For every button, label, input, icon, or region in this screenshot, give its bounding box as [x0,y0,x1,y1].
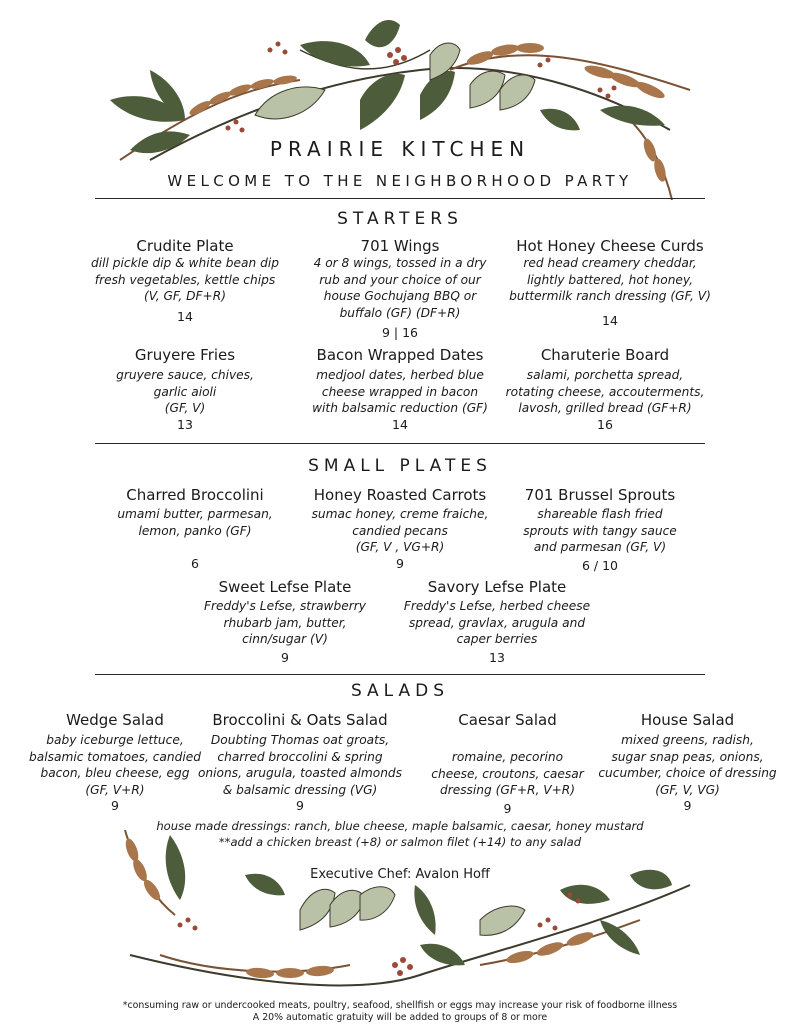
item-price: 9 [503,800,512,816]
item-price: 14 [392,416,408,432]
item-price: 9 [111,798,119,814]
item-description: shareable flash fried sprouts with tangy sauce and parmesan (GF, V) [523,507,677,555]
item-name: Hot Honey Cheese Curds [516,237,704,255]
item-description: Freddy's Lefse, herbed cheese spread, gravlax, arugula and caper berries [403,599,591,647]
item-description: Doubting Thomas oat groats, charred broccolini & spring onions, arugula, toasted almonds & balsamic dressing (VG) [197,733,403,797]
item-description: mixed greens, radish, sugar snap peas, onions, cucumber, choice of dressing (GF, V, VG) [598,733,777,797]
item-price: 6 [191,556,199,572]
item-name: Caesar Salad [458,711,557,729]
dressings-note: house made dressings: ranch, blue cheese, maple balsamic, caesar, honey mustard [156,819,644,833]
menu-item [410,711,605,816]
item-price: 9 [683,798,692,814]
menu-item [500,346,710,432]
item-description: dill pickle dip & white bean dip fresh vegetables, kettle chips (V, GF, DF+R) [91,256,279,304]
item-name: Honey Roasted Carrots [313,486,487,504]
item-price: 14 [177,308,193,324]
item-price: 14 [602,312,618,328]
item-name: 701 Wings [360,237,440,255]
executive-chef: Executive Chef: Avalon Hoff [310,867,490,882]
menu-item [195,711,405,813]
menu-item [500,486,700,573]
event-tagline: WELCOME TO THE NEIGHBORHOOD PARTY [167,172,633,190]
item-name: Charuterie Board [540,346,670,364]
item-price: 6 / 10 [581,557,619,573]
item-description: 4 or 8 wings, tossed in a dry rub and your choice of our house Gochujang BBQ or buffalo (GF) (DF+R) [313,256,487,320]
item-name: Savory Lefse Plate [427,578,567,596]
item-description: sumac honey, creme fraiche, candied pecans (GF, V , VG+R) [311,507,489,555]
menu-item [85,237,285,324]
item-price: 9 | 16 [381,325,419,341]
menu-item [185,578,385,665]
item-name: Wedge Salad [66,711,164,729]
section-heading-small-plates: SMALL PLATES [308,456,492,476]
divider [95,198,705,199]
item-name: Gruyere Fries [134,346,236,364]
leaf-icon [166,835,672,965]
menu-item [590,711,785,813]
restaurant-name: PRAIRIE KITCHEN [269,137,531,161]
menu-item [300,346,500,432]
item-price: 13 [177,416,193,432]
gratuity-notice: A 20% automatic gratuity will be added to groups of 8 or more [252,1012,548,1023]
sage-leaf-icon [300,887,525,936]
section-heading-starters: STARTERS [337,209,463,229]
item-description: red head creamery cheddar, lightly battered, hot honey, buttermilk ranch dressing (GF, V) [509,256,711,304]
item-description: umami butter, parmesan, lemon, panko (GF) [117,507,273,538]
menu-item [300,237,500,340]
item-price: 9 [281,649,289,665]
menu-item [300,486,500,571]
item-description: Freddy's Lefse, strawberry rhubarb jam, butter, cinn/sugar (V) [204,599,366,647]
item-price: 9 [296,798,304,814]
item-name: Bacon Wrapped Dates [316,346,484,364]
item-name: Sweet Lefse Plate [218,578,352,596]
item-name: House Salad [640,711,735,729]
item-name: Charred Broccolini [126,486,264,504]
menu-item [500,237,720,328]
item-description: salami, porchetta spread, rotating cheese, accouterments, lavosh, grilled bread (GF+R) [505,368,705,416]
item-name: 701 Brussel Sprouts [524,486,676,504]
item-name: Broccolini & Oats Salad [212,711,388,729]
divider [95,443,705,444]
item-name: Crudite Plate [136,237,234,255]
addon-note: **add a chicken breast (+8) or salmon filet (+14) to any salad [218,835,582,849]
section-heading-salads: SALADS [350,681,450,701]
menu-item [392,578,602,665]
menu-item [85,346,285,432]
leaf-icon [110,20,665,153]
item-price: 13 [489,649,505,665]
item-description: gruyere sauce, chives, garlic aioli (GF, V) [116,368,254,416]
item-price: 16 [597,416,613,432]
item-description: baby iceburge lettuce, balsamic tomatoes, candied bacon, bleu cheese, egg (GF, V+R) [29,733,201,797]
food-safety-disclaimer: *consuming raw or undercooked meats, poultry, seafood, shellfish or eggs may increase your risk of foodborne illness [122,1000,678,1011]
bottom-floral-garland [0,825,800,1005]
divider [95,674,705,675]
item-price: 9 [396,555,404,571]
menu-item [20,711,210,813]
menu-item [95,486,295,571]
item-description: romaine, pecorino cheese, croutons, caesar dressing (GF+R, V+R) [431,750,584,798]
item-description: medjool dates, herbed blue cheese wrapped in bacon with balsamic reduction (GF) [312,368,488,416]
